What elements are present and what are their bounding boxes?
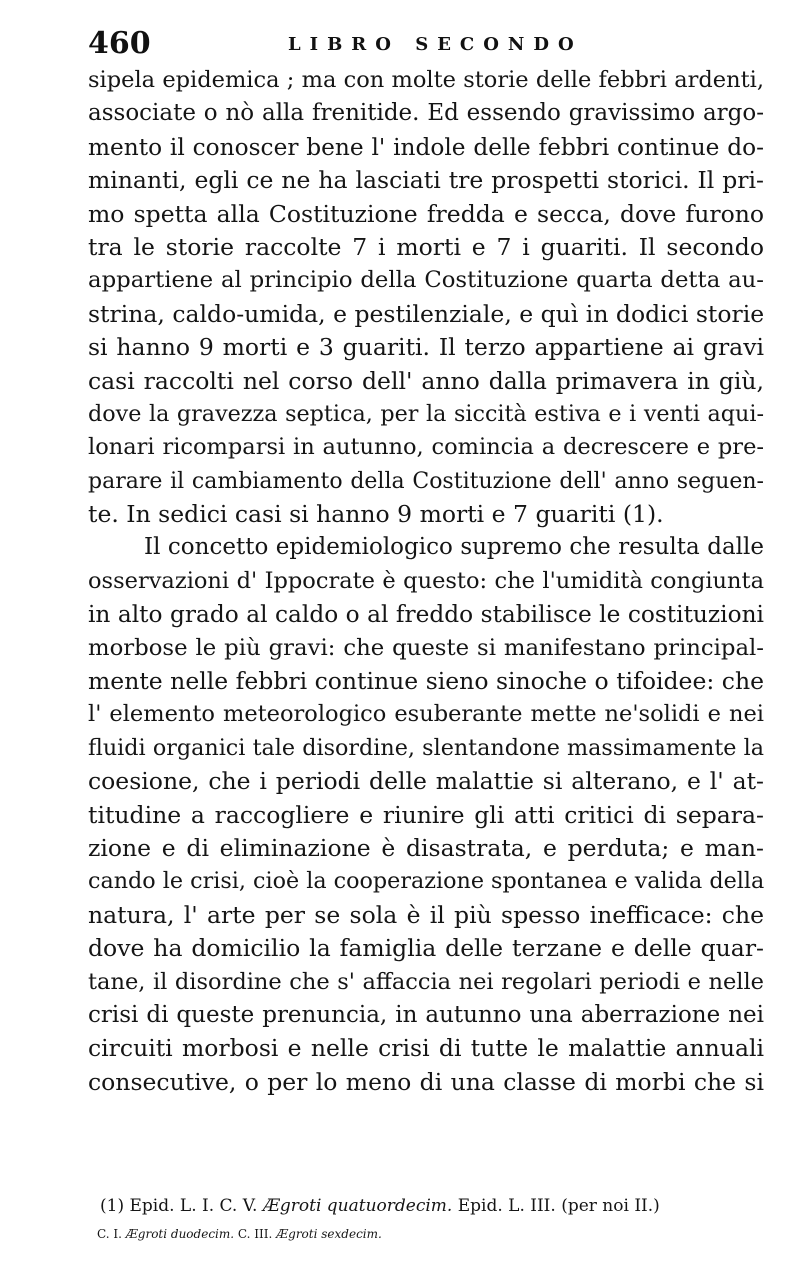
text-line: strina, caldo-umida, e pestilenziale, e quì in dodici storie xyxy=(88,299,765,328)
footnote-text: C. III. xyxy=(234,1227,277,1241)
text-line: mo spetta alla Costituzione fredda e secca, dove furono xyxy=(88,199,764,228)
text-line: dove ha domicilio la famiglia delle terzane e delle quar- xyxy=(88,934,764,963)
footnote xyxy=(97,1192,772,1248)
text-line: tra le storie raccolte 7 i morti e 7 i guariti. Il secondo xyxy=(88,232,764,261)
text-line: mente nelle febbri continue sieno sinoche o tifoidee: che xyxy=(88,667,764,696)
page-number: 460 xyxy=(88,26,151,61)
text-line: osservazioni d' Ippocrate è questo: che l'umidità congiunta xyxy=(88,567,764,594)
text-line: tane, il disordine che s' affaccia nei regolari periodi e nelle xyxy=(88,968,764,995)
text-line: titudine a raccogliere e riunire gli atti critici di separa- xyxy=(88,800,764,829)
text-line: morbose le più gravi: che queste si manifestano principal- xyxy=(88,634,764,661)
footnote-line-1 xyxy=(100,1192,772,1220)
footnote-line-2 xyxy=(97,1220,772,1248)
text-line: fluidi organici tale disordine, slentandone massimamente la xyxy=(88,734,764,761)
text-line: cando le crisi, cioè la cooperazione spontanea e valida della xyxy=(88,868,765,895)
text-line: crisi di queste prenuncia, in autunno una aberrazione nei xyxy=(88,1001,764,1028)
text-line: te. In sedici casi si hanno 9 morti e 7 guariti (1). xyxy=(88,500,664,529)
footnote-italic-text: Ægroti quatuordecim. xyxy=(262,1196,453,1216)
footnote-text: C. I. xyxy=(97,1227,126,1241)
text-line: coesione, che i periodi delle malattie si alterano, e l' at- xyxy=(88,767,764,796)
text-line: zione e di eliminazione è disastrata, e perduta; e man- xyxy=(88,833,764,862)
text-line: si hanno 9 morti e 3 guariti. Il terzo appartiene ai gravi xyxy=(88,333,764,362)
text-line: parare il cambiamento della Costituzione dell' anno seguen- xyxy=(88,468,764,494)
text-line: minanti, egli ce ne ha lasciati tre prospetti storici. Il pri- xyxy=(88,166,764,195)
text-line: consecutive, o per lo meno di una classe di morbi che si xyxy=(88,1067,764,1096)
text-line: sipela epidemica ; ma con molte storie delle febbri ardenti, xyxy=(88,67,764,93)
footnote-text: Epid. L. III. (per noi II.) xyxy=(452,1196,660,1216)
text-line: l' elemento meteorologico esuberante mette ne'solidi e nei xyxy=(88,701,764,728)
text-line: mento il conoscer bene l' indole delle febbri continue do- xyxy=(88,133,764,161)
text-line: lonari ricomparsi in autunno, comincia a decrescere e pre- xyxy=(88,434,764,461)
text-line: casi raccolti nel corso dell' anno dalla primavera in giù, xyxy=(88,366,764,395)
text-line: Il concetto epidemiologico supremo che resulta dalle xyxy=(144,534,764,561)
text-line: natura, l' arte per se sola è il più spesso inefficace: che xyxy=(88,900,764,929)
text-line: dove la gravezza septica, per la siccità estiva e i venti aqui- xyxy=(88,400,764,427)
text-line: circuiti morbosi e nelle crisi di tutte le malattie annuali xyxy=(88,1034,764,1063)
text-line: appartiene al principio della Costituzione quarta detta au- xyxy=(88,267,764,294)
footnote-italic-text: Ægroti sexdecim. xyxy=(276,1227,382,1241)
footnote-italic-text: Ægroti duodecim. xyxy=(125,1227,235,1241)
text-line: in alto grado al caldo o al freddo stabilisce le costituzioni xyxy=(88,601,764,629)
body-text xyxy=(88,64,764,1099)
footnote-text: (1) Epid. L. I. C. V. xyxy=(100,1196,263,1216)
text-line: associate o nò alla frenitide. Ed essendo gravissimo argo- xyxy=(88,100,764,127)
running-title: LIBRO SECONDO xyxy=(288,34,583,55)
